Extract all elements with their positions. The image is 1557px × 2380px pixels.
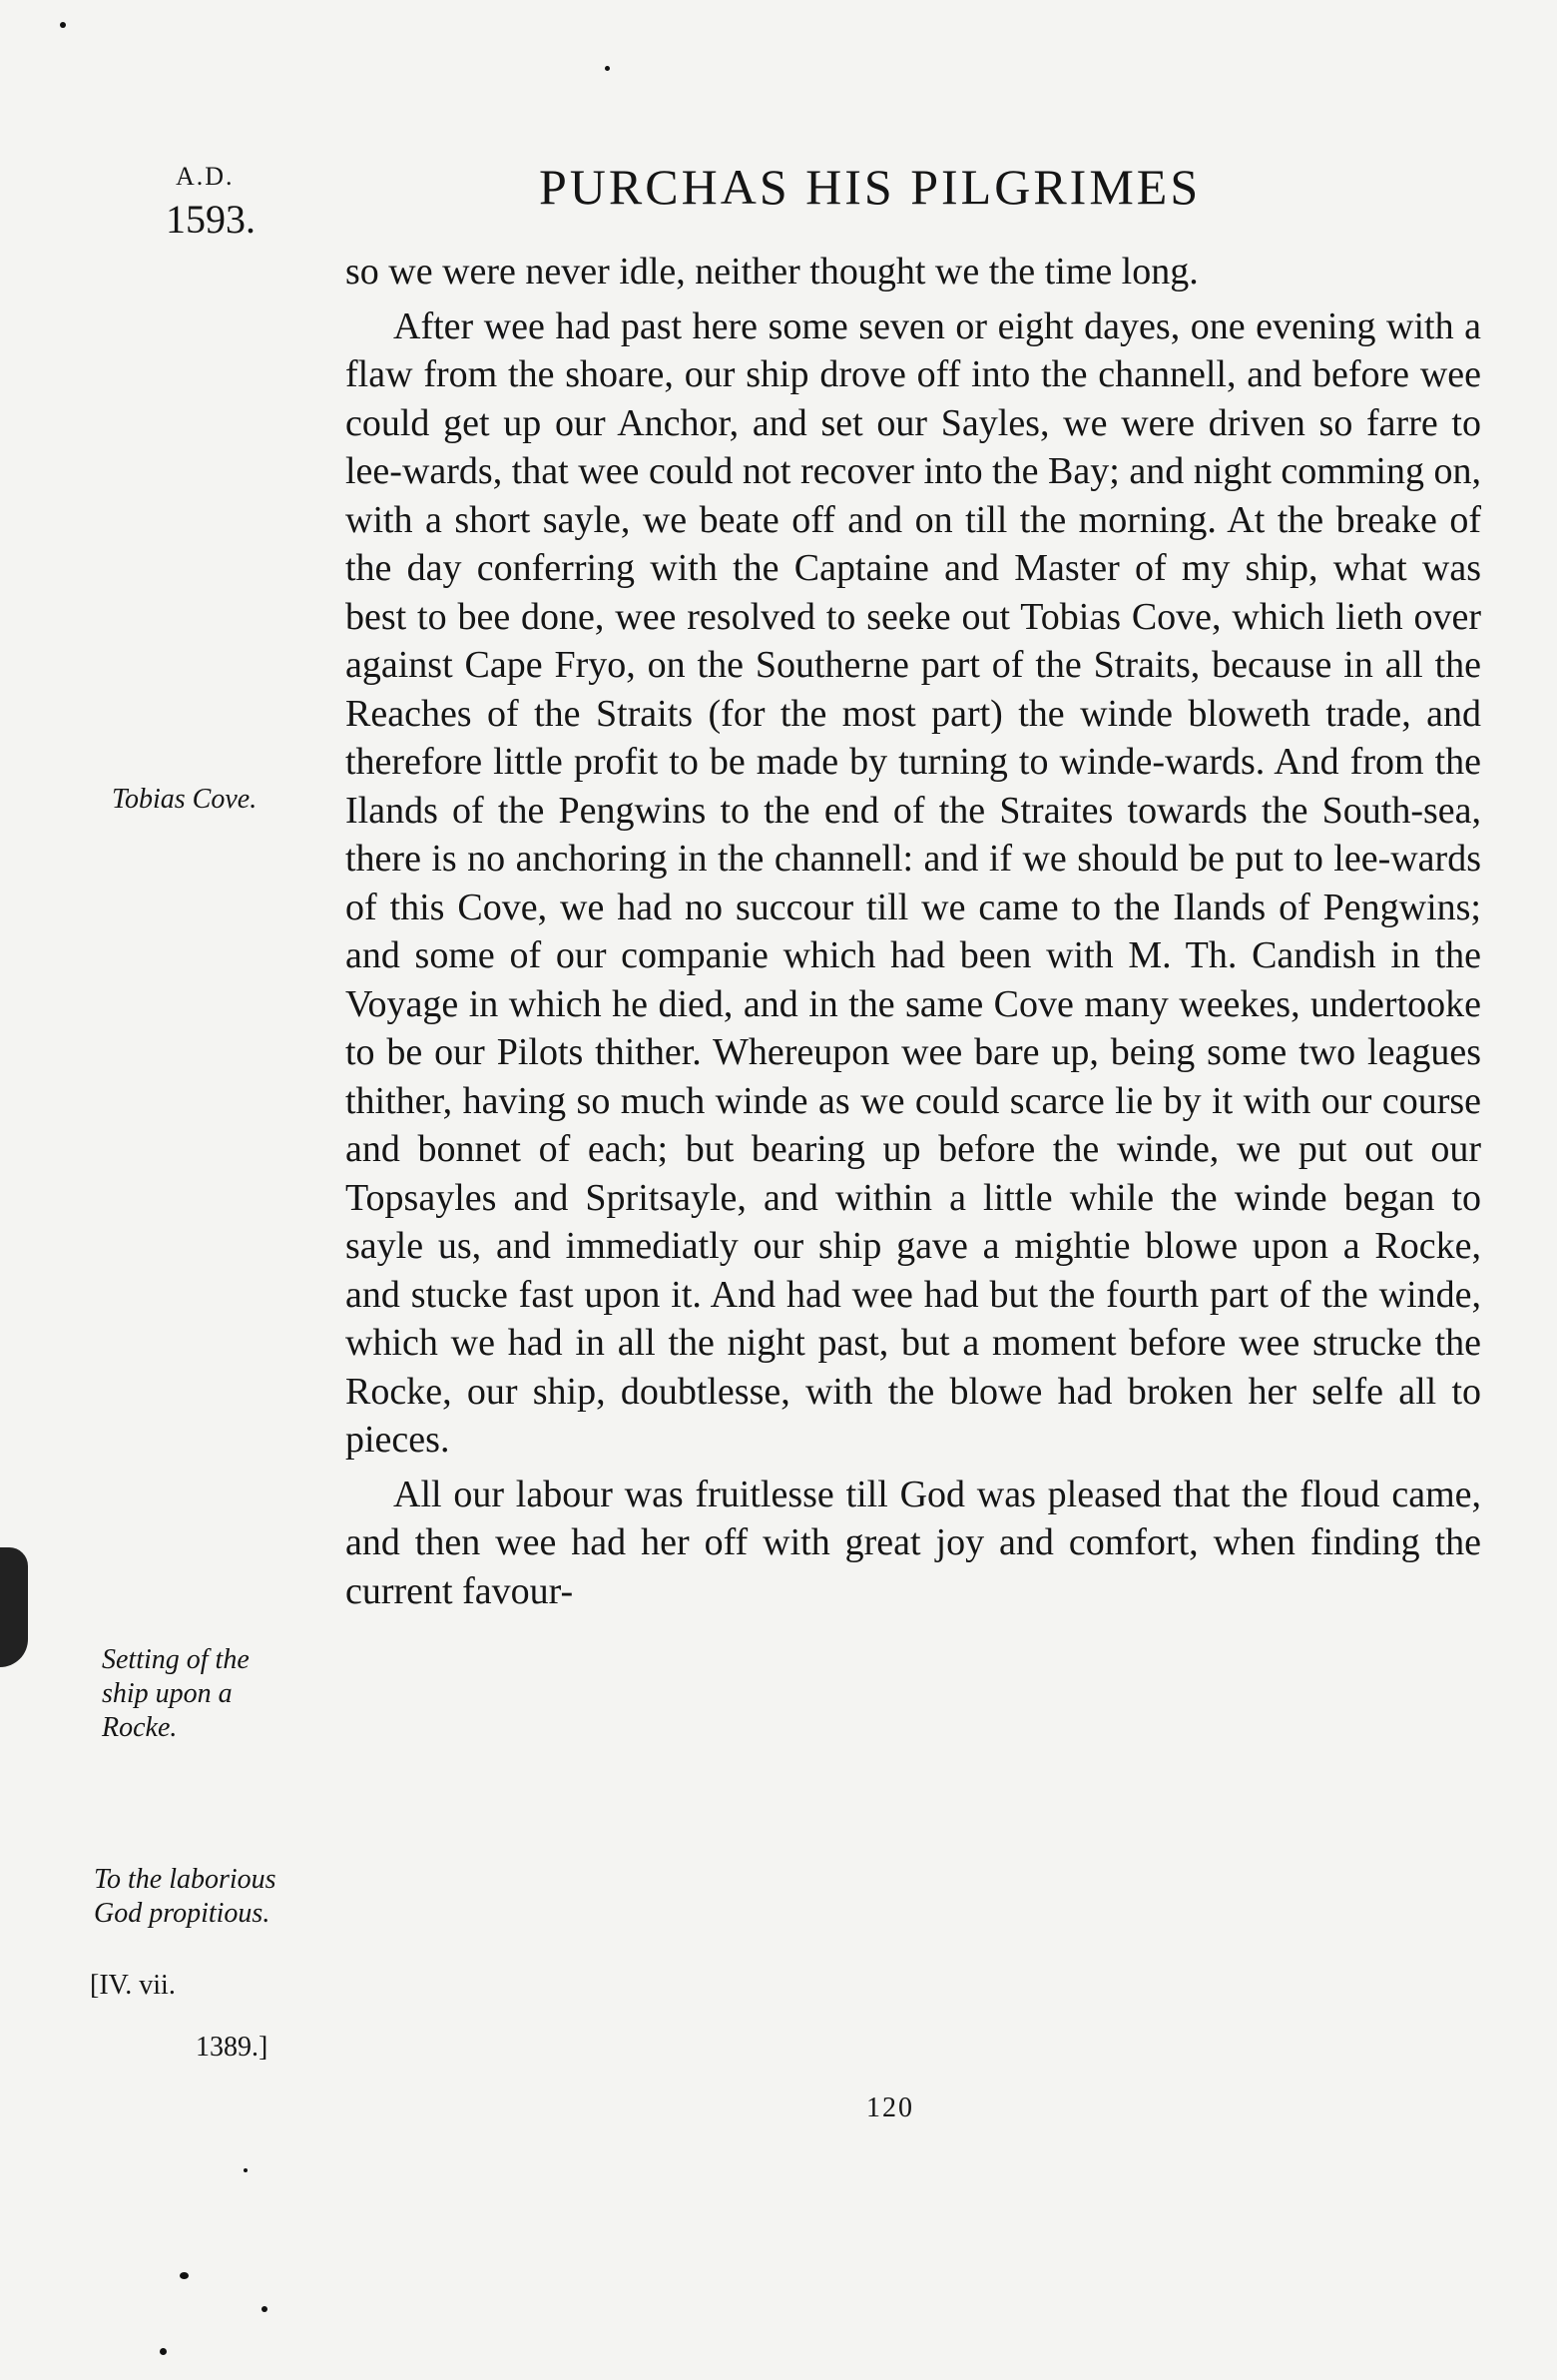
paragraph-1: so we were never idle, neither thought we the time long. <box>345 251 1199 293</box>
year: 1593. <box>166 197 256 242</box>
page-edge-blot <box>0 1547 28 1667</box>
ink-speck <box>160 2348 167 2355</box>
margin-reference-page: 1389.] <box>196 2032 268 2063</box>
paragraph-3: All our labour was fruitlesse till God was pleased that the floud came, and then wee had her off with great joy and comfort, when finding the current favour- <box>345 1473 1481 1612</box>
margin-note-tobias-cove: Tobias Cove. <box>112 784 258 815</box>
margin-reference-volume: [IV. vii. <box>90 1970 176 2001</box>
year-label: A.D. <box>176 162 235 191</box>
ink-speck <box>605 66 610 71</box>
ink-speck <box>261 2306 267 2312</box>
page-number: 120 <box>866 2092 914 2123</box>
ink-speck <box>180 2272 189 2279</box>
margin-note-setting-ship: Setting of the ship upon a Rocke. <box>102 1644 250 1743</box>
ink-speck <box>60 22 66 28</box>
margin-note-god-propitious: To the laborious God propitious. <box>94 1864 276 1929</box>
paragraph-2: After wee had past here some seven or eight dayes, one evening with a flaw from the shoare, our ship drove off into the channell, and before wee could get up our Anchor, and set our Sayles, we were driven so farre to lee-wards, that wee could not recover into the Bay; and night comming on, with a short sayle, we beate off and on till the morning. At the breake of the day conferring with the Captaine and Master of my ship, what was best to bee done, wee resolved to seeke out Tobias Cove, which lieth over against Cape Fryo, on the Southerne part of the Straits, because in all the Reaches of the Straits (for the most part) the winde bloweth trade, and therefore little profit to be made by turning to winde-wards. And from the Ilands of the Pengwins to the end of the Straites towards the South-sea, there is no anchoring in the channell: and if we should be put to lee-wards of this Cove, we had no succour till we came to the Ilands of Pengwins; and some of our companie which had been with M. Th. Candish in the Voyage in which he died, and in the same Cove many weekes, undertooke to be our Pilots thither. Whereupon wee bare up, being some two leagues thither, having so much winde as we could scarce lie by it with our course and bonnet of each; but bearing up before the winde, we put out our Topsayles and Spritsayle, and within a little while the winde began to sayle us, and immediatly our ship gave a mightie blowe upon a Rocke, and stucke fast upon it. And had wee had but the fourth part of the winde, which we had in all the night past, but a moment before wee strucke the Rocke, our ship, doubtlesse, with the blowe had broken her selfe all to pieces. <box>345 304 1481 1461</box>
body-text <box>345 248 1481 1615</box>
ink-speck <box>244 2168 248 2172</box>
page-title: PURCHAS HIS PILGRIMES <box>539 159 1202 215</box>
